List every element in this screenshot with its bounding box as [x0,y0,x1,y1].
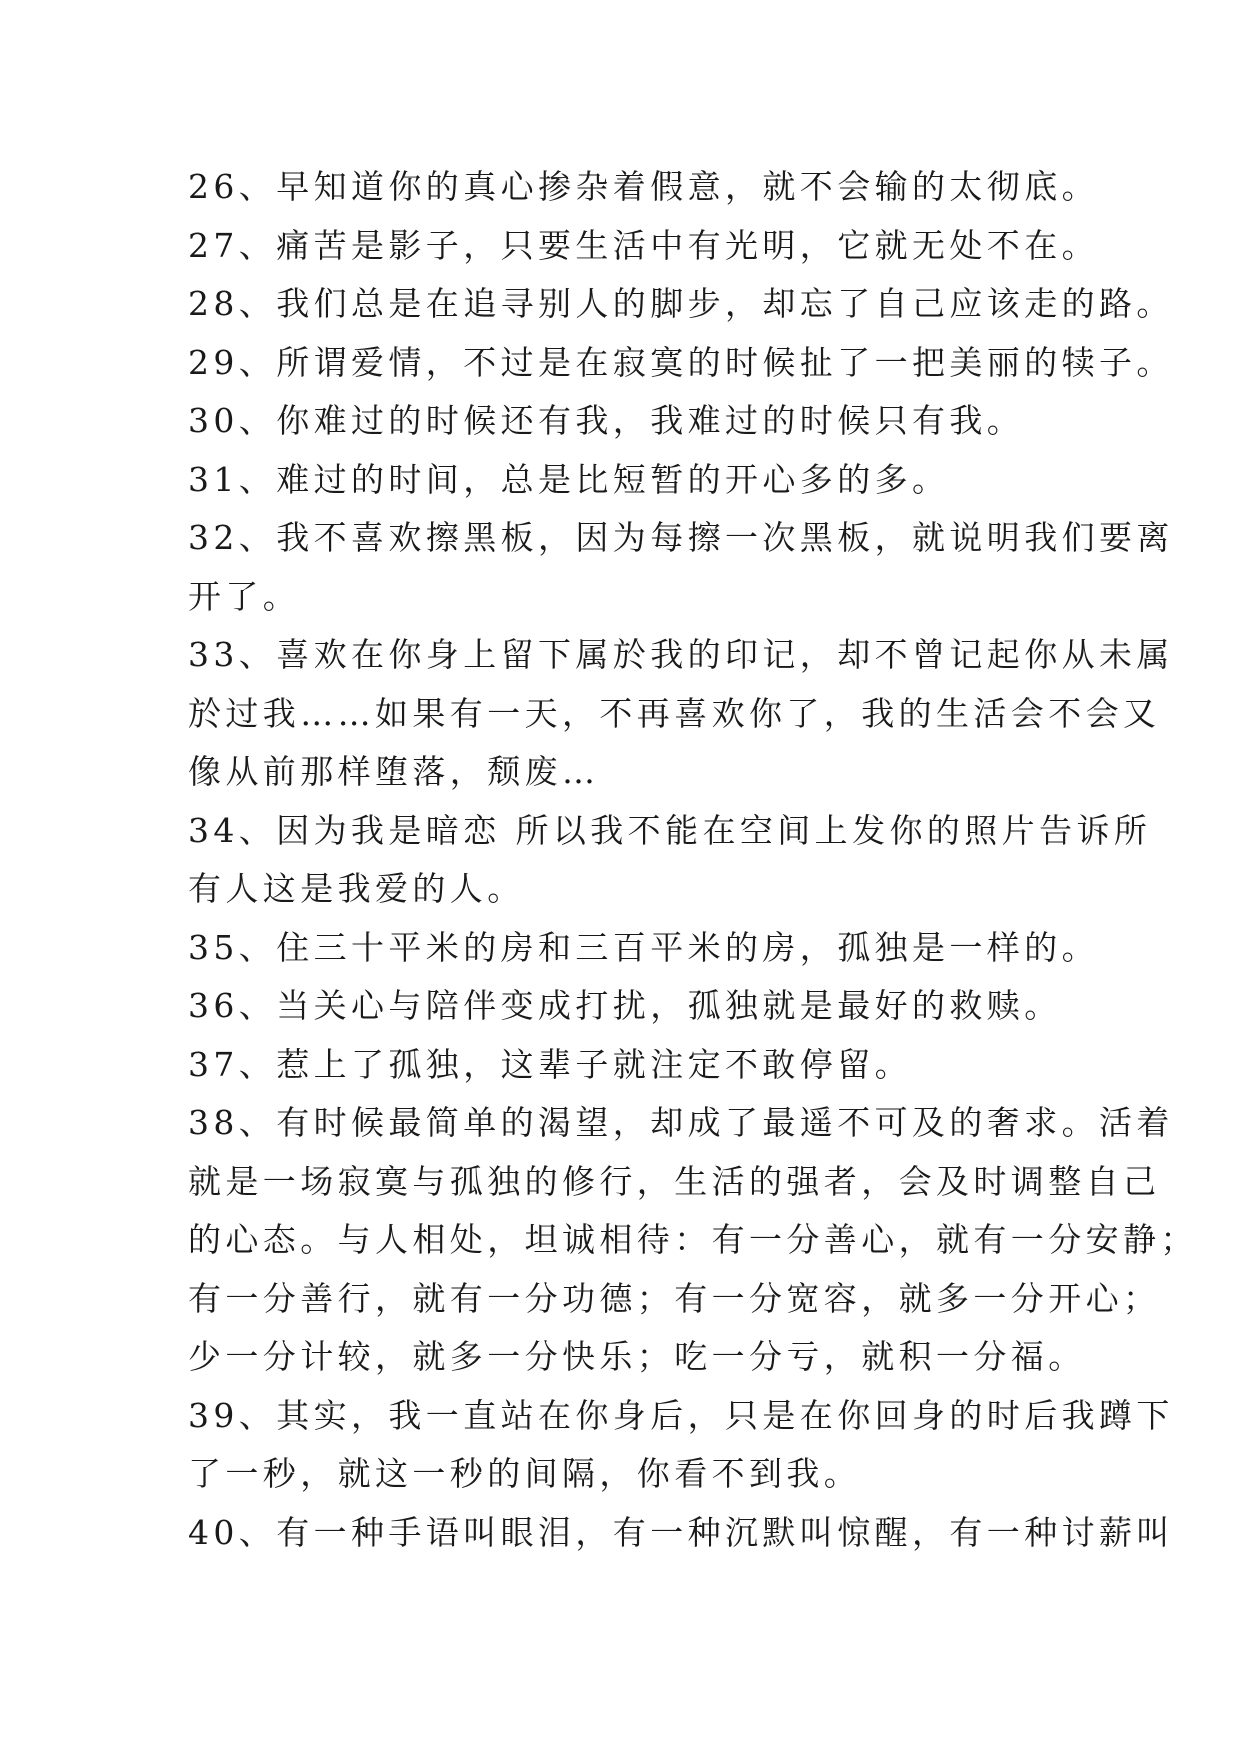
text-line: 28、我们总是在追寻别人的脚步，却忘了自己应该走的路。 [188,284,1174,323]
text-line: 有一分善行，就有一分功德；有一分宽容，就多一分开心； [188,1278,1161,1318]
text-line: 27、痛苦是影子，只要生活中有光明，它就无处不在。 [188,225,1099,265]
text-line: 36、当关心与陪伴变成打扰，孤独就是最好的救赎。 [188,986,1062,1025]
text-line: 於过我……如果有一天，不再喜欢你了，我的生活会不会又 [188,693,1161,733]
text-line: 30、你难过的时候还有我，我难过的时候只有我。 [188,401,1025,440]
text-line: 35、住三十平米的房和三百平米的房，孤独是一样的。 [188,927,1099,967]
text-line: 的心态。与人相处，坦诚相待：有一分善心，就有一分安静； [188,1220,1198,1259]
document-body [188,158,1198,1562]
text-line: 37、惹上了孤独，这辈子就注定不敢停留。 [188,1044,912,1084]
text-line: 38、有时候最简单的渴望，却成了最遥不可及的奢求。活着 [188,1103,1174,1142]
text-line: 39、其实，我一直站在你身后，只是在你回身的时后我蹲下 [188,1395,1174,1435]
text-line: 31、难过的时间，总是比短暂的开心多的多。 [188,459,950,499]
text-line: 26、早知道你的真心掺杂着假意，就不会输的太彻底。 [188,167,1099,206]
text-line: 像从前那样堕落，颓废… [188,752,600,791]
text-line: 就是一场寂寞与孤独的修行，生活的强者，会及时调整自己 [188,1161,1161,1201]
text-line: 32、我不喜欢擦黑板，因为每擦一次黑板，就说明我们要离 [188,518,1174,557]
text-line: 29、所谓爱情，不过是在寂寞的时候扯了一把美丽的犊子。 [188,342,1174,382]
text-line: 有人这是我爱的人。 [188,869,525,908]
text-line: 了一秒，就这一秒的间隔，你看不到我。 [188,1454,862,1493]
text-line: 33、喜欢在你身上留下属於我的印记，却不曾记起你从未属 [188,635,1174,674]
text-line: 开了。 [188,576,301,616]
text-line: 34、因为我是暗恋 所以我不能在空间上发你的照片告诉所 [188,810,1152,850]
text-line: 40、有一种手语叫眼泪，有一种沉默叫惊醒，有一种讨薪叫 [188,1512,1174,1552]
text-line: 少一分计较，就多一分快乐；吃一分亏，就积一分福。 [188,1337,1086,1376]
